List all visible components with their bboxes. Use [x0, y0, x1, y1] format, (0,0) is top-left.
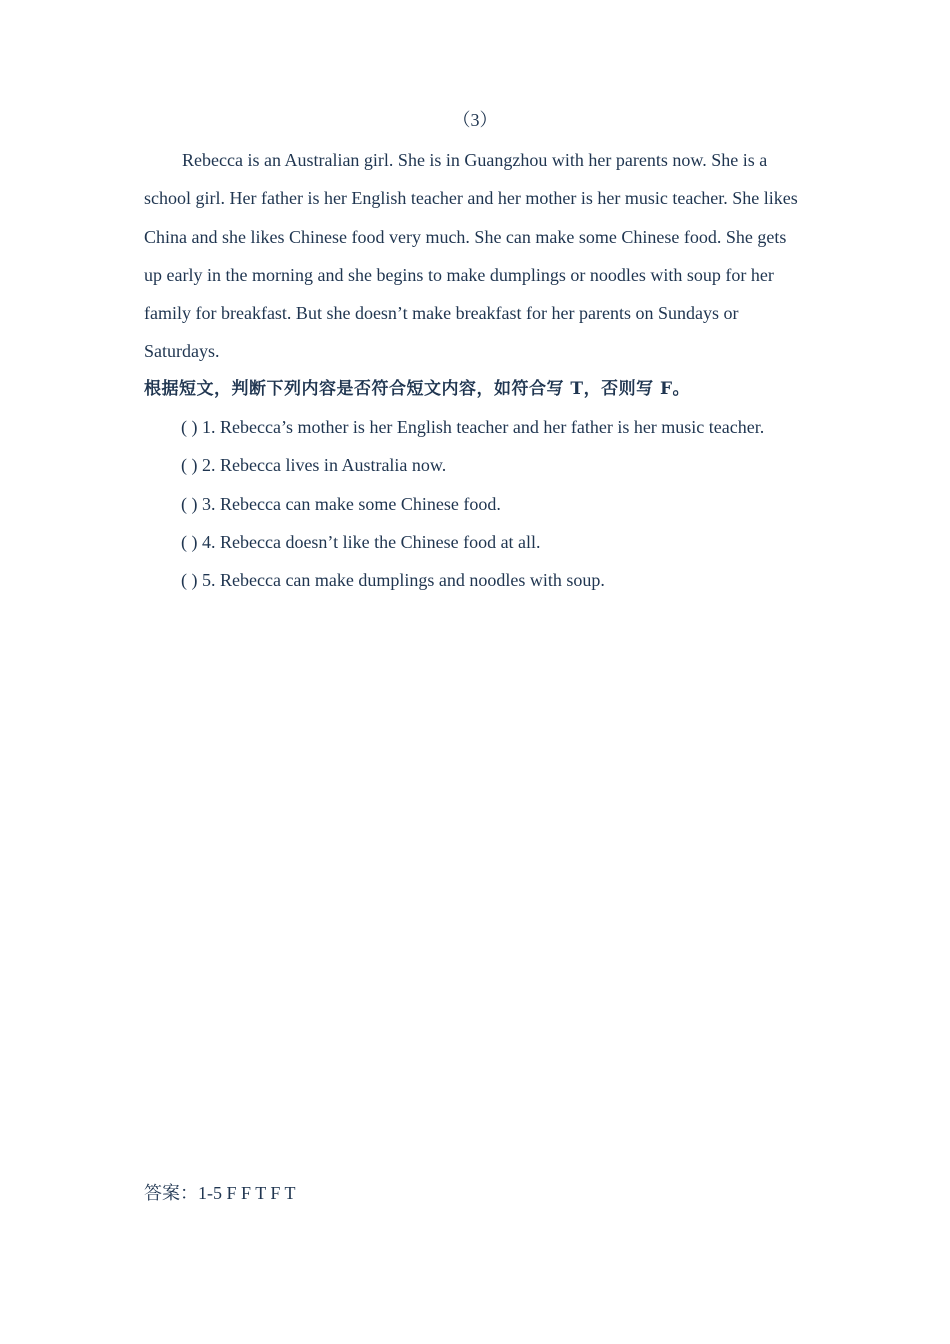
question-item-4: ( ) 4. Rebecca doesn’t like the Chinese food at all. — [181, 531, 541, 552]
reading-passage — [144, 141, 806, 371]
passage-text: Rebecca is an Australian girl. She is in Guangzhou with her parents now. She is a school girl. Her father is her English teacher and her mother is her music teacher. She likes China and she likes Chinese food very much. She can make some Chinese food. She gets up early in the morning and she begins to make dumplings or noodles with soup for her family for breakfast. But she doesn’t make breakfast for her parents on Sundays or Saturdays. — [144, 150, 798, 362]
question-item-5: ( ) 5. Rebecca can make dumplings and noodles with soup. — [181, 570, 605, 591]
question-list — [181, 408, 881, 599]
task-instruction: 根据短文，判断下列内容是否符合短文内容，如符合写 T，否则写 F。 — [144, 379, 691, 399]
question-item-1: ( ) 1. Rebecca’s mother is her English teacher and her father is her music teacher. — [181, 417, 765, 437]
question-item-2: ( ) 2. Rebecca lives in Australia now. — [181, 455, 447, 476]
section-number: （3） — [452, 110, 498, 130]
question-item-3: ( ) 3. Rebecca can make some Chinese food. — [181, 493, 501, 514]
answer-key: 答案：1-5 F F T F T — [144, 1183, 296, 1203]
